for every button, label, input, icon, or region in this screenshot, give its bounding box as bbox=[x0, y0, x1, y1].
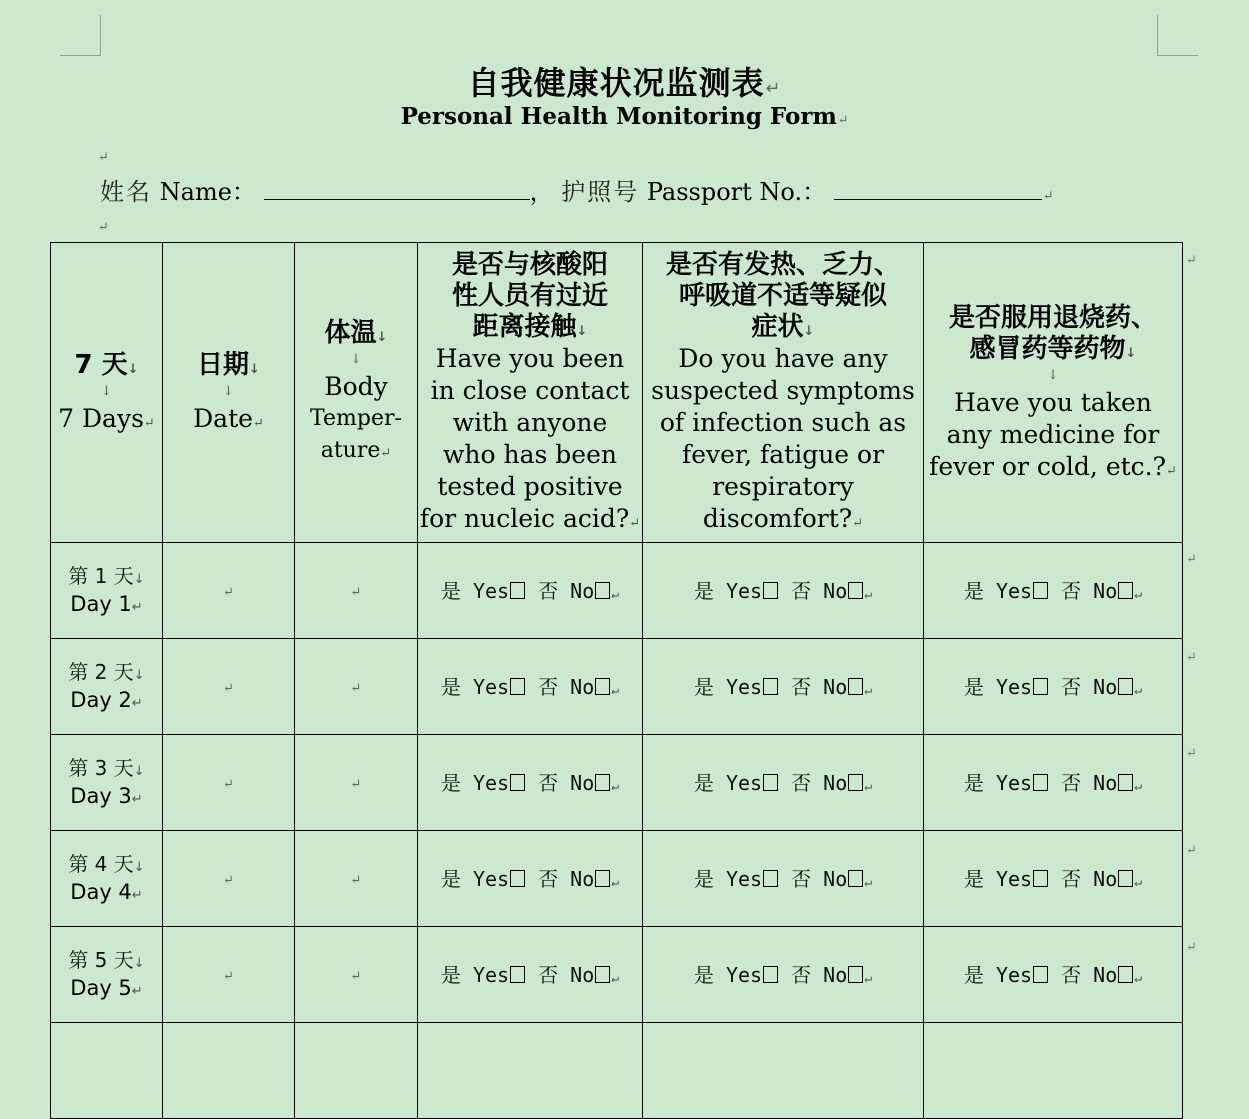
yes-checkbox[interactable] bbox=[1033, 870, 1048, 887]
header-days: 7 天↓ ↓ 7 Days↵ bbox=[51, 243, 163, 543]
date-cell[interactable]: ↵ bbox=[163, 927, 295, 1023]
no-checkbox[interactable] bbox=[848, 678, 863, 695]
row-end-mark: ↵ bbox=[1186, 650, 1197, 665]
contact-choice-cell: 是 Yes 否 No ↵ bbox=[418, 831, 643, 927]
no-checkbox[interactable] bbox=[848, 870, 863, 887]
header-body-temperature: 体温↓ ↓ Body Temper- ature↵ bbox=[295, 243, 418, 543]
date-cell[interactable]: ↵ bbox=[163, 735, 295, 831]
yes-checkbox[interactable] bbox=[1033, 582, 1048, 599]
temperature-cell[interactable]: ↵ bbox=[295, 927, 418, 1023]
passport-field[interactable] bbox=[834, 181, 1042, 200]
day-label-cell: 第 4 天↓ Day 4↵ bbox=[51, 831, 163, 927]
name-field[interactable] bbox=[264, 181, 530, 200]
table-row bbox=[51, 543, 1183, 639]
no-checkbox[interactable] bbox=[1118, 774, 1133, 791]
row-end-mark: ↵ bbox=[1186, 843, 1197, 858]
passport-label-chinese: 护照号 bbox=[561, 178, 640, 206]
medicine-choice-cell: 是 Yes 否 No ↵ bbox=[924, 543, 1183, 639]
no-checkbox[interactable] bbox=[595, 678, 610, 695]
table-row bbox=[51, 639, 1183, 735]
yes-checkbox[interactable] bbox=[763, 774, 778, 791]
day-label-cell: 第 1 天↓ Day 1↵ bbox=[51, 543, 163, 639]
page-corner-mark-right bbox=[1157, 15, 1198, 56]
yes-checkbox[interactable] bbox=[1033, 966, 1048, 983]
date-cell[interactable]: ↵ bbox=[163, 639, 295, 735]
row-end-mark: ↵ bbox=[1186, 552, 1197, 567]
no-checkbox[interactable] bbox=[848, 774, 863, 791]
medicine-choice-cell bbox=[924, 1023, 1183, 1119]
contact-choice-cell: 是 Yes 否 No ↵ bbox=[418, 639, 643, 735]
health-monitoring-table bbox=[50, 242, 1183, 1119]
row-end-mark: ↵ bbox=[1186, 253, 1197, 268]
date-cell[interactable]: ↵ bbox=[163, 831, 295, 927]
symptoms-choice-cell: 是 Yes 否 No ↵ bbox=[643, 831, 924, 927]
table-row bbox=[51, 831, 1183, 927]
medicine-choice-cell: 是 Yes 否 No ↵ bbox=[924, 927, 1183, 1023]
symptoms-choice-cell bbox=[643, 1023, 924, 1119]
table-row bbox=[51, 735, 1183, 831]
yes-checkbox[interactable] bbox=[510, 582, 525, 599]
yes-checkbox[interactable] bbox=[1033, 678, 1048, 695]
temperature-cell[interactable]: ↵ bbox=[295, 543, 418, 639]
no-checkbox[interactable] bbox=[1118, 678, 1133, 695]
contact-choice-cell: 是 Yes 否 No ↵ bbox=[418, 543, 643, 639]
name-label-english: Name： bbox=[159, 178, 256, 206]
date-cell[interactable] bbox=[163, 1023, 295, 1119]
passport-label-english: Passport No.： bbox=[646, 178, 827, 206]
temperature-cell[interactable]: ↵ bbox=[295, 639, 418, 735]
header-symptoms: 是否有发热、乏力、 呼吸道不适等疑似 症状↓ Do you have any suspected symptoms of infection such as fever, fatigue or respiratory discomfort?↵ bbox=[643, 243, 924, 543]
no-checkbox[interactable] bbox=[848, 582, 863, 599]
empty-paragraph-mark: ↵ bbox=[98, 220, 109, 235]
no-checkbox[interactable] bbox=[848, 966, 863, 983]
separator: ， bbox=[529, 178, 554, 206]
yes-checkbox[interactable] bbox=[510, 774, 525, 791]
form-title-english: Personal Health Monitoring Form↵ bbox=[400, 103, 849, 130]
yes-checkbox[interactable] bbox=[1033, 774, 1048, 791]
header-medicine: 是否服用退烧药、 感冒药等药物↓ ↓ Have you taken any medicine for fever or cold, etc.?↵ bbox=[924, 243, 1183, 543]
symptoms-choice-cell: 是 Yes 否 No ↵ bbox=[643, 927, 924, 1023]
no-checkbox[interactable] bbox=[595, 582, 610, 599]
no-checkbox[interactable] bbox=[1118, 582, 1133, 599]
no-checkbox[interactable] bbox=[595, 870, 610, 887]
name-label-chinese: 姓名 bbox=[100, 178, 152, 206]
yes-checkbox[interactable] bbox=[763, 678, 778, 695]
table-row bbox=[51, 927, 1183, 1023]
day-label-cell: 第 5 天↓ Day 5↵ bbox=[51, 927, 163, 1023]
symptoms-choice-cell: 是 Yes 否 No ↵ bbox=[643, 735, 924, 831]
temperature-cell[interactable]: ↵ bbox=[295, 831, 418, 927]
header-date: 日期↓ ↓ Date↵ bbox=[163, 243, 295, 543]
contact-choice-cell: 是 Yes 否 No ↵ bbox=[418, 927, 643, 1023]
temperature-cell[interactable]: ↵ bbox=[295, 735, 418, 831]
yes-checkbox[interactable] bbox=[510, 966, 525, 983]
day-label-cell bbox=[51, 1023, 163, 1119]
yes-checkbox[interactable] bbox=[763, 870, 778, 887]
temperature-cell[interactable] bbox=[295, 1023, 418, 1119]
table-row-partial bbox=[51, 1023, 1183, 1119]
row-end-mark: ↵ bbox=[1186, 746, 1197, 761]
no-checkbox[interactable] bbox=[595, 966, 610, 983]
row-end-mark: ↵ bbox=[1186, 940, 1197, 955]
day-label-cell: 第 2 天↓ Day 2↵ bbox=[51, 639, 163, 735]
yes-checkbox[interactable] bbox=[510, 678, 525, 695]
yes-checkbox[interactable] bbox=[763, 966, 778, 983]
empty-paragraph-mark: ↵ bbox=[98, 150, 109, 165]
header-close-contact: 是否与核酸阳 性人员有过近 距离接触↓ Have you been in close contact with anyone who has been tested positive for nucleic acid?↵ bbox=[418, 243, 643, 543]
day-label-cell: 第 3 天↓ Day 3↵ bbox=[51, 735, 163, 831]
yes-checkbox[interactable] bbox=[763, 582, 778, 599]
table-header-row bbox=[51, 243, 1183, 543]
date-cell[interactable]: ↵ bbox=[163, 543, 295, 639]
applicant-info-line: 姓名 Name： ， 护照号 Passport No.： ↵ bbox=[100, 178, 1054, 206]
medicine-choice-cell: 是 Yes 否 No ↵ bbox=[924, 735, 1183, 831]
medicine-choice-cell: 是 Yes 否 No ↵ bbox=[924, 831, 1183, 927]
form-title-chinese: 自我健康状况监测表↵ bbox=[467, 64, 782, 102]
no-checkbox[interactable] bbox=[1118, 870, 1133, 887]
no-checkbox[interactable] bbox=[595, 774, 610, 791]
contact-choice-cell bbox=[418, 1023, 643, 1119]
contact-choice-cell: 是 Yes 否 No ↵ bbox=[418, 735, 643, 831]
no-checkbox[interactable] bbox=[1118, 966, 1133, 983]
medicine-choice-cell: 是 Yes 否 No ↵ bbox=[924, 639, 1183, 735]
page-corner-mark-left bbox=[60, 15, 101, 56]
symptoms-choice-cell: 是 Yes 否 No ↵ bbox=[643, 543, 924, 639]
symptoms-choice-cell: 是 Yes 否 No ↵ bbox=[643, 639, 924, 735]
yes-checkbox[interactable] bbox=[510, 870, 525, 887]
